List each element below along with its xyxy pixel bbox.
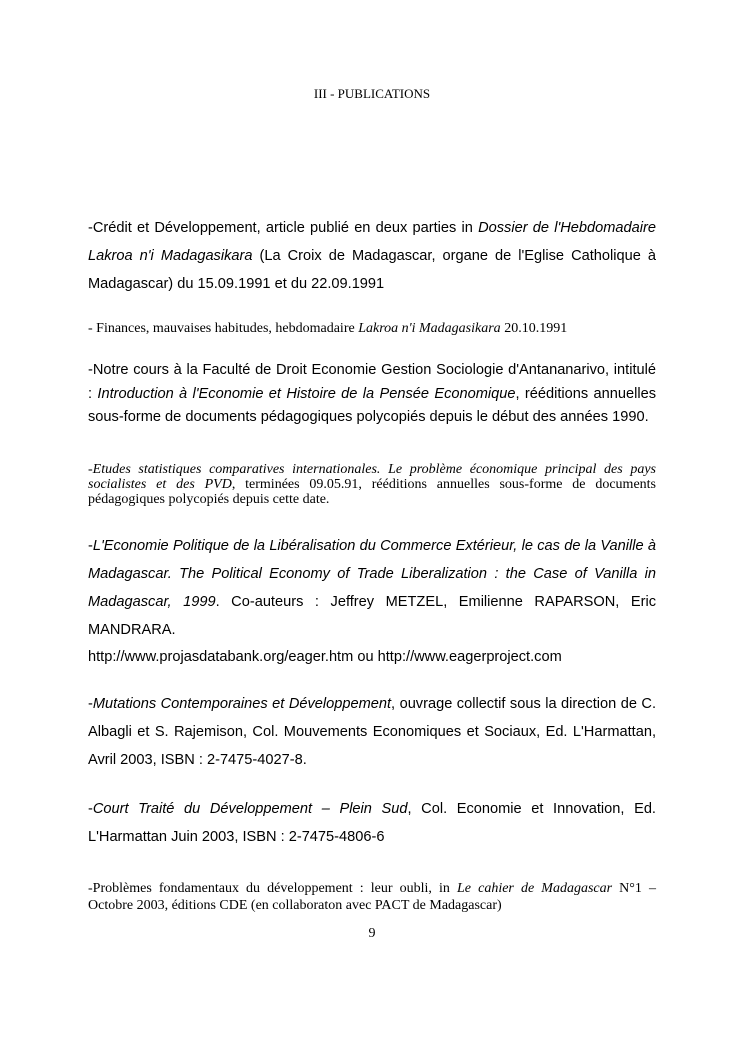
- publication-entry-court-traite: [88, 795, 656, 851]
- entry-title: -Etudes statistiques comparatives internationales. Le problème économique principal des pays socialistes et des PVD: [88, 462, 656, 492]
- entry-text: -Problèmes fondamentaux du développement : leur oubli, in: [88, 881, 458, 896]
- entry-text: -: [88, 696, 93, 712]
- section-title: III - PUBLICATIONS: [313, 86, 431, 101]
- publication-entry-etudes-statistiques: [88, 462, 656, 507]
- entry-text: , Col. Economie et Innovation, Ed. L'Harmattan Juin 2003, ISBN : 2-7475-4806-6: [88, 801, 656, 845]
- entry-title: Dossier de l'Hebdomadaire Lakroa n'i Madagasikara: [88, 220, 656, 264]
- entry-text: -: [88, 538, 93, 554]
- entry-text: -Notre cours à la Faculté de Droit Economie Gestion Sociologie d'Antananarivo, intitulé :: [88, 362, 656, 402]
- entry-text: -Crédit et Développement, article publié en deux parties in: [88, 220, 479, 236]
- project-link[interactable]: http://www.projasdatabank.org/eager.htm ou http://www.eagerproject.com: [88, 649, 562, 665]
- entry-title: L'Economie Politique de la Libéralisation du Commerce Extérieur, le cas de la Vanille à Madagascar. The Political Economy of Trade Liberalization : the Case of Vanilla in Madagascar, 1999: [88, 538, 656, 610]
- entry-text: 20.10.1991: [500, 321, 568, 336]
- publication-entry-credit-developpement: [88, 214, 656, 298]
- entry-text: , ouvrage collectif sous la direction de C. Albagli et S. Rajemison, Col. Mouvements Economiques et Sociaux, Ed. L'Harmattan, Avril 2003, ISBN : 2-7475-4027-8.: [88, 696, 656, 768]
- entry-title: Le cahier de Madagascar: [457, 881, 613, 896]
- page-number: 9: [368, 926, 376, 941]
- entry-text: -: [88, 801, 93, 817]
- entry-text: , rééditions annuelles sous-forme de documents pédagogiques polycopiés depuis le début des années 1990.: [88, 385, 657, 425]
- publication-entry-economie-politique: [88, 532, 656, 668]
- publication-entry-cours-faculte: [88, 359, 656, 430]
- entry-text: . Co-auteurs : Jeffrey METZEL, Emilienne RAPARSON, Eric MANDRARA.: [88, 594, 656, 638]
- entry-title: Introduction à l'Economie et Histoire de la Pensée Economique: [97, 385, 516, 402]
- entry-title: Court Traité du Développement – Plein Sud: [92, 801, 408, 817]
- entry-title: Mutations Contemporaines et Développement: [92, 696, 392, 712]
- publication-entry-problemes-fondamentaux: [88, 880, 656, 914]
- entry-text: , terminées 09.05.91, rééditions annuelles sous-forme de documents pédagogiques polycopiés depuis cette date.: [88, 477, 656, 507]
- publication-entry-finances: [88, 320, 656, 337]
- entry-text: N°1 – Octobre 2003, éditions CDE (en collaboraton avec PACT de Madagascar): [88, 881, 656, 913]
- publication-entry-mutations-contemporaines: [88, 690, 656, 774]
- entry-text: - Finances, mauvaises habitudes, hebdomadaire: [88, 321, 359, 336]
- entry-title: Lakroa n'i Madagasikara: [358, 321, 501, 336]
- entry-text: (La Croix de Madagascar, organe de l'Eglise Catholique à Madagascar) du 15.09.1991 et du 22.09.1991: [88, 248, 656, 292]
